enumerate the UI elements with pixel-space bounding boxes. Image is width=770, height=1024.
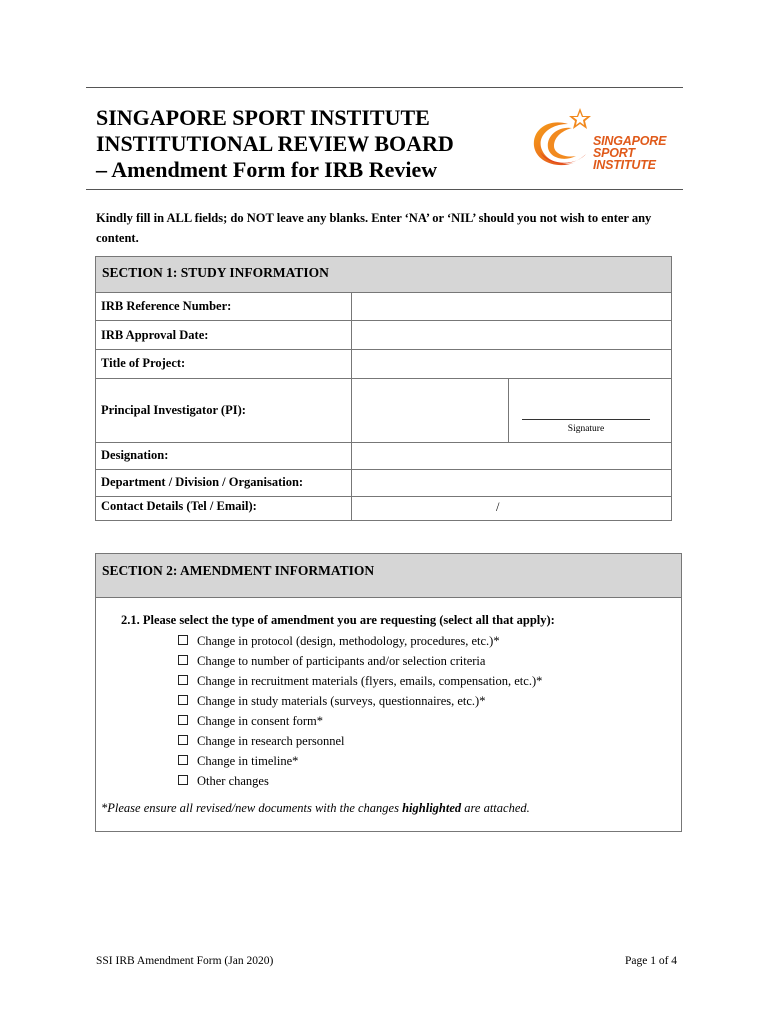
- title-line-1: SINGAPORE SPORT INSTITUTE: [96, 105, 430, 130]
- note-highlight: highlighted: [402, 801, 462, 815]
- option-label: Change in timeline*: [197, 754, 299, 768]
- header-top-rule: [86, 87, 683, 88]
- signature-divider: [508, 379, 509, 442]
- ssi-logo: [528, 106, 678, 176]
- checkbox-icon[interactable]: [178, 675, 188, 685]
- row-irb-date: [96, 321, 671, 350]
- row-designation: [96, 443, 671, 470]
- option-personnel[interactable]: [178, 731, 542, 751]
- signature-line[interactable]: [522, 419, 650, 420]
- note-text-start: *Please ensure all revised/new documents with the changes: [101, 801, 403, 815]
- checkbox-icon[interactable]: [178, 735, 188, 745]
- option-consent-form[interactable]: [178, 711, 542, 731]
- header-bottom-rule: [86, 189, 683, 190]
- option-label: Change in recruitment materials (flyers, emails, compensation, etc.)*: [197, 674, 543, 688]
- option-label: Change in study materials (surveys, questionnaires, etc.)*: [197, 694, 486, 708]
- row-title: [96, 350, 671, 379]
- logo-wordmark: [593, 135, 666, 171]
- label-designation: Designation:: [101, 448, 169, 462]
- section1-header: [96, 257, 671, 293]
- section1-table: [95, 256, 672, 521]
- attachment-note: [101, 801, 530, 816]
- section2-table: [95, 553, 682, 832]
- option-study-materials[interactable]: [178, 691, 542, 711]
- checkbox-icon[interactable]: [178, 655, 188, 665]
- footer-page-number: Page 1 of 4: [625, 955, 678, 967]
- form-title: [96, 105, 516, 183]
- option-label: Change in protocol (design, methodology, procedures, etc.)*: [197, 634, 500, 648]
- checkbox-icon[interactable]: [178, 755, 188, 765]
- row-irb-ref: [96, 292, 671, 321]
- amendment-question: 2.1. Please select the type of amendment you are requesting (select all that apply):: [121, 613, 555, 627]
- section2-heading: SECTION 2: AMENDMENT INFORMATION: [102, 563, 375, 578]
- option-label: Change to number of participants and/or selection criteria: [197, 654, 486, 668]
- option-other[interactable]: [178, 771, 542, 791]
- checkbox-icon[interactable]: [178, 695, 188, 705]
- option-label: Other changes: [197, 774, 269, 788]
- checkbox-icon[interactable]: [178, 775, 188, 785]
- row-contact: [96, 497, 671, 520]
- option-label: Change in consent form*: [197, 714, 324, 728]
- section1-heading: SECTION 1: STUDY INFORMATION: [102, 265, 329, 280]
- contact-separator: /: [496, 500, 500, 514]
- signature-label: Signature: [567, 424, 605, 434]
- option-recruitment[interactable]: [178, 671, 542, 691]
- option-participants[interactable]: [178, 651, 542, 671]
- logo-word-3: INSTITUTE: [593, 158, 656, 172]
- instructions: Kindly fill in ALL fields; do NOT leave any blanks. Enter ‘NA’ or ‘NIL’ should you not wish to enter any content.: [96, 211, 652, 245]
- checkbox-icon[interactable]: [178, 635, 188, 645]
- label-department: Department / Division / Organisation:: [101, 475, 304, 489]
- label-pi: Principal Investigator (PI):: [101, 403, 246, 417]
- checkbox-icon[interactable]: [178, 715, 188, 725]
- footer-form-name: SSI IRB Amendment Form (Jan 2020): [96, 955, 274, 967]
- label-contact: Contact Details (Tel / Email):: [101, 499, 257, 513]
- option-protocol[interactable]: [178, 631, 542, 651]
- option-label: Change in research personnel: [197, 734, 345, 748]
- label-irb-date: IRB Approval Date:: [101, 328, 209, 342]
- label-title: Title of Project:: [101, 356, 186, 370]
- label-irb-ref: IRB Reference Number:: [101, 299, 232, 313]
- section2-header: [96, 554, 681, 598]
- logo-word-1: SINGAPORE: [593, 134, 667, 148]
- amendment-options: [178, 631, 542, 791]
- option-timeline[interactable]: [178, 751, 542, 771]
- column-divider: [351, 292, 352, 520]
- title-line-3: – Amendment Form for IRB Review: [96, 157, 438, 182]
- logo-word-2: SPORT: [593, 146, 635, 160]
- note-text-end: are attached.: [461, 801, 530, 815]
- title-line-2: INSTITUTIONAL REVIEW BOARD: [96, 131, 454, 156]
- row-department: [96, 470, 671, 497]
